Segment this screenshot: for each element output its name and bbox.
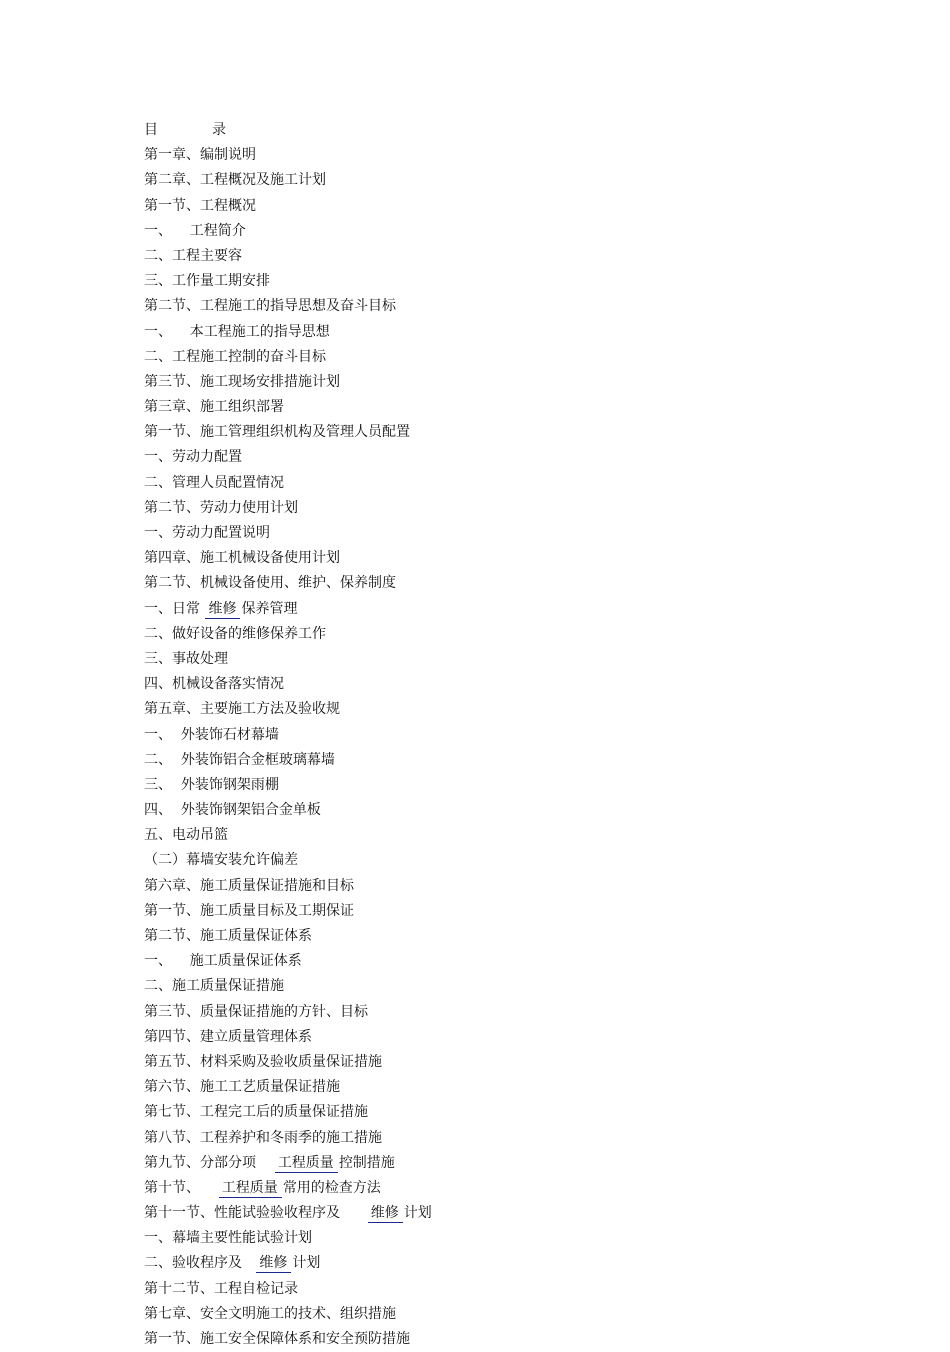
toc-entry [144,471,904,496]
toc-entry [144,697,904,722]
toc-entry-link[interactable]: 维修 [205,600,240,619]
toc-entry-text: 三、工作量工期安排 [144,273,270,290]
toc-entry [144,521,904,546]
toc-entry [144,194,904,219]
toc-entry-text: 第三节、质量保证措施的方针、目标 [144,1003,368,1020]
toc-entry-text: 一、幕墙主要性能试验计划 [144,1230,312,1247]
toc-entry [144,1277,904,1302]
toc-entry [144,1151,904,1176]
toc-entry [144,622,904,647]
toc-entry-text: 第一节、施工安全保障体系和安全预防措施 [144,1331,410,1347]
toc-entry-text: 计划 [292,1255,321,1272]
toc-entry-text: 常用的检查方法 [282,1179,381,1196]
toc-entry-text: 第八节、工程养护和冬雨季的施工措施 [144,1129,382,1146]
toc-entry-text: 五、电动吊篮 [144,827,228,844]
toc-entry-text: 一、 本工程施工的指导思想 [144,323,330,340]
toc-entry [144,143,904,168]
toc-entry-text: 二、工程主要容 [144,247,242,264]
toc-entry-text: 三、事故处理 [144,650,228,667]
toc-entry [144,1075,904,1100]
toc-entry [144,974,904,999]
toc-entry [144,798,904,823]
toc-entry [144,370,904,395]
toc-entry-text: 二、验收程序及 [144,1255,256,1272]
toc-entry-text: 第二章、工程概况及施工计划 [144,172,326,189]
toc-entry [144,597,904,622]
toc-entry-text: 一、劳动力配置说明 [144,525,270,541]
toc-entry-link[interactable]: 维修 [368,1204,403,1223]
toc-entry-text: 二、 外装饰铝合金框玻璃幕墙 [144,751,335,768]
toc-entry-text: 一、劳动力配置 [144,449,242,466]
toc-entry-text: 计划 [403,1205,432,1222]
toc-entry-text: （二）幕墙安装允许偏差 [144,852,298,869]
toc-entry [144,1025,904,1050]
toc-entry-text: 一、 工程简介 [144,222,246,239]
toc-entry [144,1100,904,1125]
toc-entry-text: 二、管理人员配置情况 [144,474,284,491]
toc-entry [144,773,904,798]
toc-entry-link[interactable]: 工程质量 [219,1179,282,1198]
toc-entry [144,294,904,319]
toc-entry-text: 第二节、机械设备使用、维护、保养制度 [144,575,396,592]
toc-heading-left: 目 [144,122,158,138]
toc-entry [144,168,904,193]
toc-entry-text: 一、 外装饰石材幕墙 [144,726,279,743]
toc-entry-text: 第七节、工程完工后的质量保证措施 [144,1104,368,1121]
toc-entry [144,219,904,244]
toc-entry-text: 第七章、安全文明施工的技术、组织措施 [144,1305,396,1322]
toc-entry [144,1176,904,1201]
toc-entry [144,874,904,899]
toc-entry [144,848,904,873]
toc-entry [144,924,904,949]
toc-entry-text: 第十节、 [144,1179,218,1196]
toc-heading [144,118,904,143]
toc-entry-text: 四、 外装饰钢架铝合金单板 [144,802,321,819]
toc-entry-text: 第三章、施工组织部署 [144,399,284,416]
toc-entry-text: 三、 外装饰钢架雨棚 [144,776,279,793]
toc-entry-link[interactable]: 维修 [256,1254,291,1273]
toc-entry-text: 保养管理 [241,600,298,617]
toc-heading-right: 录 [212,122,226,138]
toc-entry-text: 控制措施 [338,1154,395,1171]
toc-entry [144,748,904,773]
toc-entry [144,723,904,748]
toc-entry [144,1050,904,1075]
toc-entry [144,899,904,924]
toc-entry-text: 二、做好设备的维修保养工作 [144,625,326,642]
toc-entry-text: 第二节、工程施工的指导思想及奋斗目标 [144,298,396,315]
toc-entry-text: 第二节、施工质量保证体系 [144,928,312,944]
toc-entry [144,1226,904,1251]
toc-entry [144,1251,904,1276]
toc-entry-text: 第五节、材料采购及验收质量保证措施 [144,1053,382,1070]
toc-entry [144,269,904,294]
toc-entry [144,445,904,470]
toc-entry [144,1126,904,1151]
toc-entry [144,672,904,697]
toc-entry [144,395,904,420]
toc-entry-text: 第二节、劳动力使用计划 [144,499,298,516]
toc-entry [144,320,904,345]
toc-entry [144,1201,904,1226]
toc-entry-text: 第三节、施工现场安排措施计划 [144,373,340,390]
toc-entry-text: 一、日常 [144,600,205,617]
table-of-contents [144,118,904,1352]
toc-entry [144,546,904,571]
toc-entry-list [144,143,904,1352]
toc-entry [144,1302,904,1327]
toc-entry-text: 四、机械设备落实情况 [144,676,284,693]
toc-entry [144,345,904,370]
toc-entry-link[interactable]: 工程质量 [275,1154,338,1173]
toc-entry-text: 第一节、施工管理组织机构及管理人员配置 [144,424,410,441]
toc-entry [144,1327,904,1352]
toc-entry [144,571,904,596]
toc-entry-text: 第十一节、性能试验验收程序及 [144,1205,367,1222]
toc-entry-text: 第五章、主要施工方法及验收规 [144,701,340,718]
toc-entry [144,647,904,672]
toc-entry [144,420,904,445]
toc-entry [144,823,904,848]
toc-entry-text: 第九节、分部分项 [144,1154,274,1171]
toc-entry-text: 第四节、建立质量管理体系 [144,1028,312,1045]
toc-entry-text: 第十二节、工程自检记录 [144,1280,298,1297]
toc-entry-text: 二、工程施工控制的奋斗目标 [144,348,326,365]
toc-entry-text: 一、 施工质量保证体系 [144,953,302,970]
toc-entry [144,1000,904,1025]
toc-entry-text: 二、施工质量保证措施 [144,978,284,995]
toc-entry-text: 第六节、施工工艺质量保证措施 [144,1079,340,1096]
toc-entry-text: 第六章、施工质量保证措施和目标 [144,877,354,894]
toc-entry-text: 第一章、编制说明 [144,147,256,164]
toc-entry [144,949,904,974]
toc-entry [144,244,904,269]
toc-entry [144,496,904,521]
toc-entry-text: 第四章、施工机械设备使用计划 [144,550,340,567]
toc-entry-text: 第一节、工程概况 [144,197,256,214]
toc-entry-text: 第一节、施工质量目标及工期保证 [144,902,354,919]
